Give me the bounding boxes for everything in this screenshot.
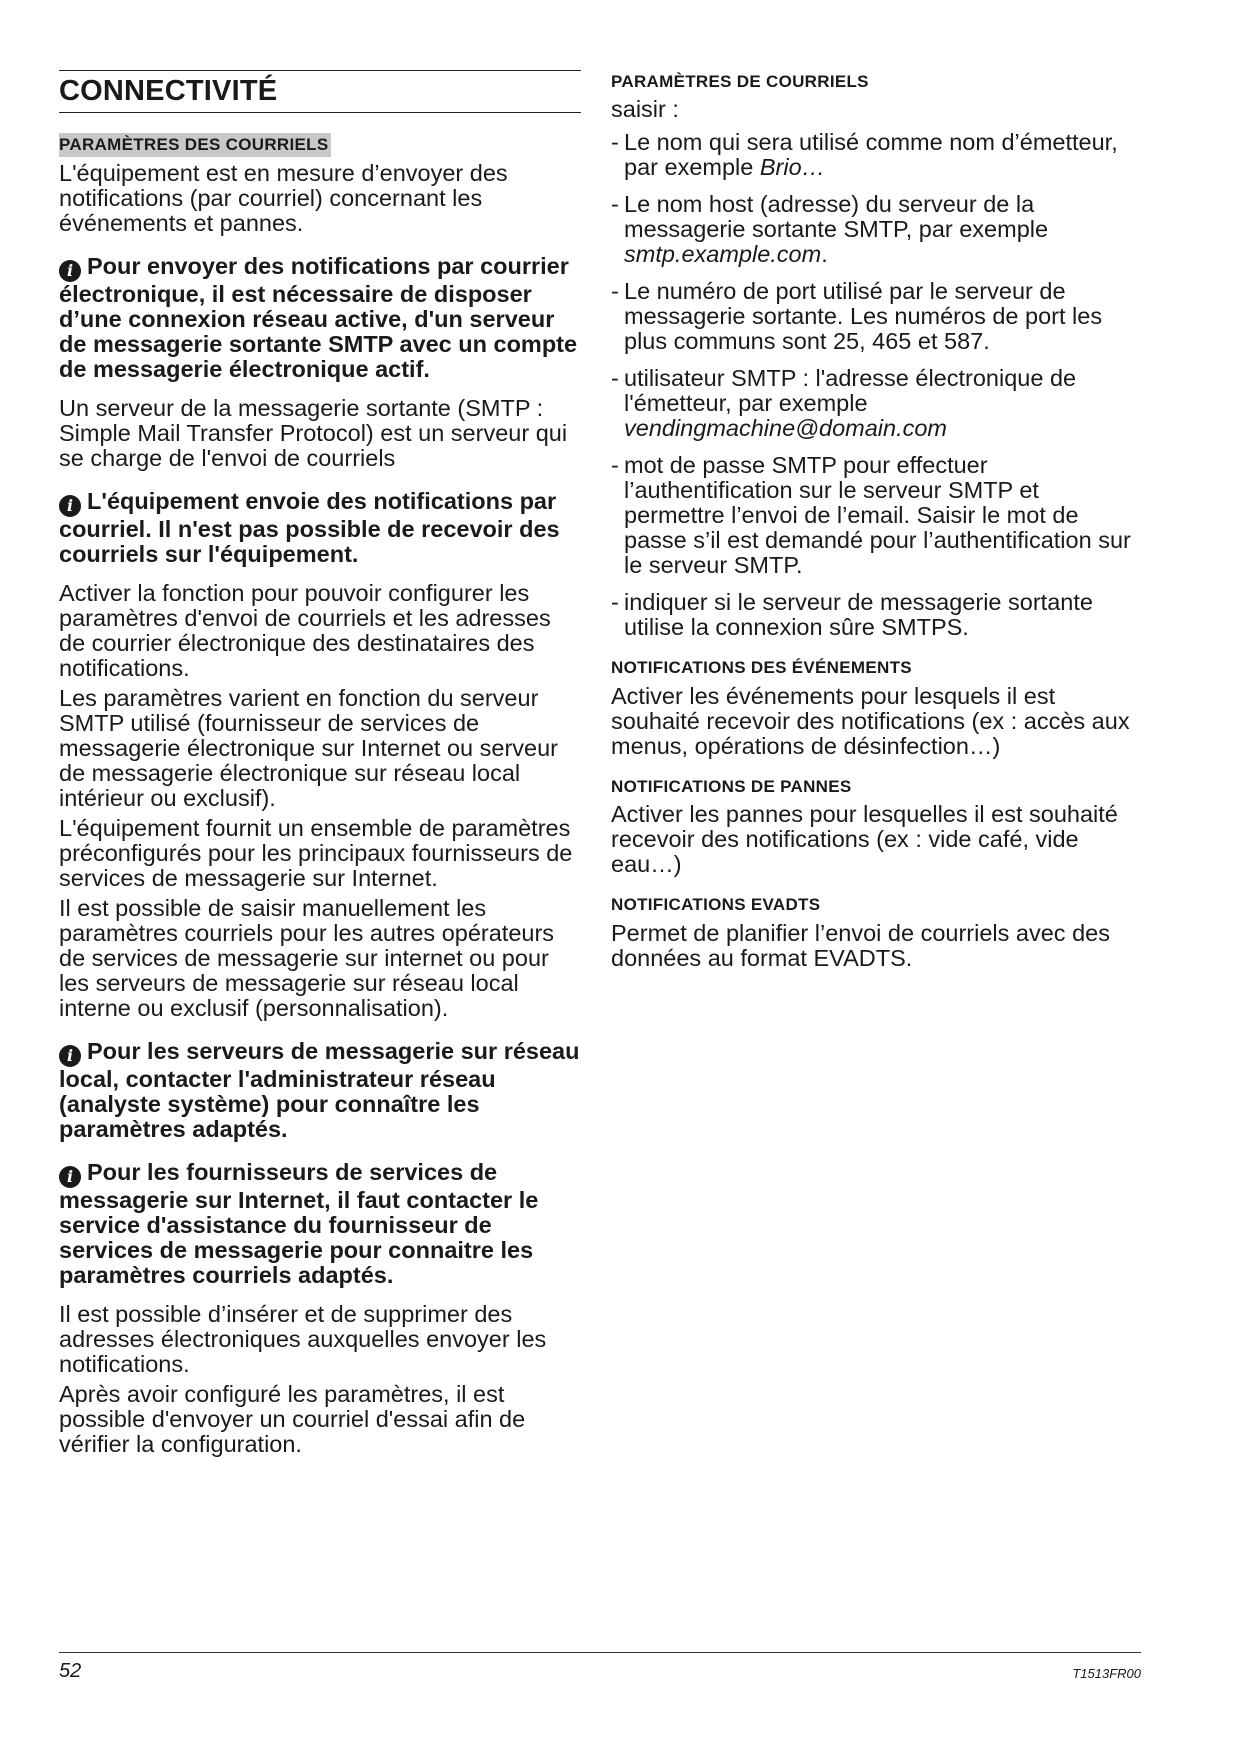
- section-heading-email-parameters: PARAMÈTRES DE COURRIELS: [611, 72, 869, 91]
- paragraph-faults: Activer les pannes pour lesquelles il est souhaité recevoir des notifications (ex : vide café, vide eau…): [611, 801, 1118, 878]
- info-note-internet-providers: [59, 1160, 581, 1288]
- left-column: [59, 70, 581, 1462]
- paragraph-addresses: Il est possible d’insérer et de supprimer des adresses électroniques auxquelles envoyer les notifications.: [59, 1300, 547, 1377]
- list-item: - Le nom host (adresse) du serveur de la messagerie sortante SMTP, par exemple smtp.example.com.: [611, 191, 1049, 268]
- paragraph-manual-entry: Il est possible de saisir manuellement les paramètres courriels pour les autres opérateurs de services de messagerie sur internet ou pour les serveurs de messagerie sur réseau local interne ou exclusif (personnalisation).: [59, 894, 555, 1021]
- footer-rule: [59, 1652, 1141, 1653]
- section-heading-fault-notifications: NOTIFICATIONS DE PANNES: [611, 776, 852, 796]
- paragraph-enter: saisir :: [611, 96, 679, 123]
- list-item: - mot de passe SMTP pour effectuer l’authentification sur le serveur SMTP et permettre l’envoi de l’email. Saisir le mot de passe s’il est demandé pour l’authentification sur le serveur SMTP.: [611, 452, 1131, 579]
- page-title: CONNECTIVITÉ: [59, 75, 278, 107]
- right-column: [611, 72, 1141, 981]
- info-note-text: L'équipement envoie des notifications par courriel. Il n'est pas possible de recevoir des courriels sur l'équipement.: [59, 487, 560, 567]
- info-note-text: Pour envoyer des notifications par courrier électronique, il est nécessaire de disposer d’une connexion réseau active, d'un serveur de messagerie sortante SMTP avec un compte de messagerie électronique actif.: [59, 252, 578, 382]
- paragraph-intro: L'équipement est en mesure d’envoyer des notifications (par courriel) concernant les événements et pannes.: [59, 159, 508, 236]
- document-code: T1513FR00: [1072, 1666, 1141, 1681]
- info-icon: i: [59, 495, 81, 517]
- info-note-requirements: [59, 254, 581, 382]
- paragraph-parameters-vary: Les paramètres varient en fonction du serveur SMTP utilisé (fournisseur de services de messagerie électronique sur Internet ou serveur de messagerie électronique sur réseau local intérieur ou exclusif).: [59, 684, 558, 811]
- section-heading-event-notifications: NOTIFICATIONS DES ÉVÉNEMENTS: [611, 658, 912, 678]
- info-icon: i: [59, 260, 81, 282]
- title-rule-top: [59, 70, 581, 71]
- info-icon: i: [59, 1166, 81, 1188]
- title-rule-bottom: [59, 112, 581, 113]
- parameter-list: [611, 130, 1141, 640]
- paragraph-events: Activer les événements pour lesquels il est souhaité recevoir des notifications (ex : accès aux menus, opérations de désinfection…): [611, 682, 1130, 759]
- paragraph-smtp-definition: Un serveur de la messagerie sortante (SMTP : Simple Mail Transfer Protocol) est un serveur qui se charge de l'envoi de courriels: [59, 394, 568, 471]
- info-note-text: Pour les fournisseurs de services de messagerie sur Internet, il faut contacter le service d'assistance du fournisseur de services de messagerie pour connaitre les paramètres courriels adaptés.: [59, 1158, 539, 1288]
- paragraph-preconfigured: L'équipement fournit un ensemble de paramètres préconfigurés pour les principaux fournisseurs de services de messagerie sur Internet.: [59, 814, 573, 891]
- page-number: 52: [59, 1660, 82, 1682]
- info-note-send-only: [59, 489, 581, 567]
- list-item: - indiquer si le serveur de messagerie sortante utilise la connexion sûre SMTPS.: [611, 589, 1093, 641]
- info-icon: i: [59, 1045, 81, 1067]
- info-note-local-network: [59, 1039, 581, 1142]
- list-item: - Le numéro de port utilisé par le serveur de messagerie sortante. Les numéros de port les plus communs sont 25, 465 et 587.: [611, 278, 1103, 355]
- section-heading-email-settings: PARAMÈTRES DES COURRIELS: [59, 133, 331, 156]
- paragraph-evadts: Permet de planifier l’envoi de courriels avec des données au format EVADTS.: [611, 919, 1110, 971]
- paragraph-test-email: Après avoir configuré les paramètres, il est possible d'envoyer un courriel d'essai afin de vérifier la configuration.: [59, 1380, 526, 1457]
- list-item: - Le nom qui sera utilisé comme nom d’émetteur, par exemple Brio…: [611, 129, 1118, 181]
- section-heading-evadts-notifications: NOTIFICATIONS EVADTS: [611, 895, 821, 915]
- list-item: - utilisateur SMTP : l'adresse électronique de l'émetteur, par exemple vendingmachine@domain.com: [611, 365, 1077, 442]
- info-note-text: Pour les serveurs de messagerie sur réseau local, contacter l'administrateur réseau (analyste système) pour connaître les paramètres adaptés.: [59, 1037, 580, 1142]
- paragraph-activate-function: Activer la fonction pour pouvoir configurer les paramètres d'envoi de courriels et les adresses de courrier électronique des destinataires des notifications.: [59, 579, 551, 681]
